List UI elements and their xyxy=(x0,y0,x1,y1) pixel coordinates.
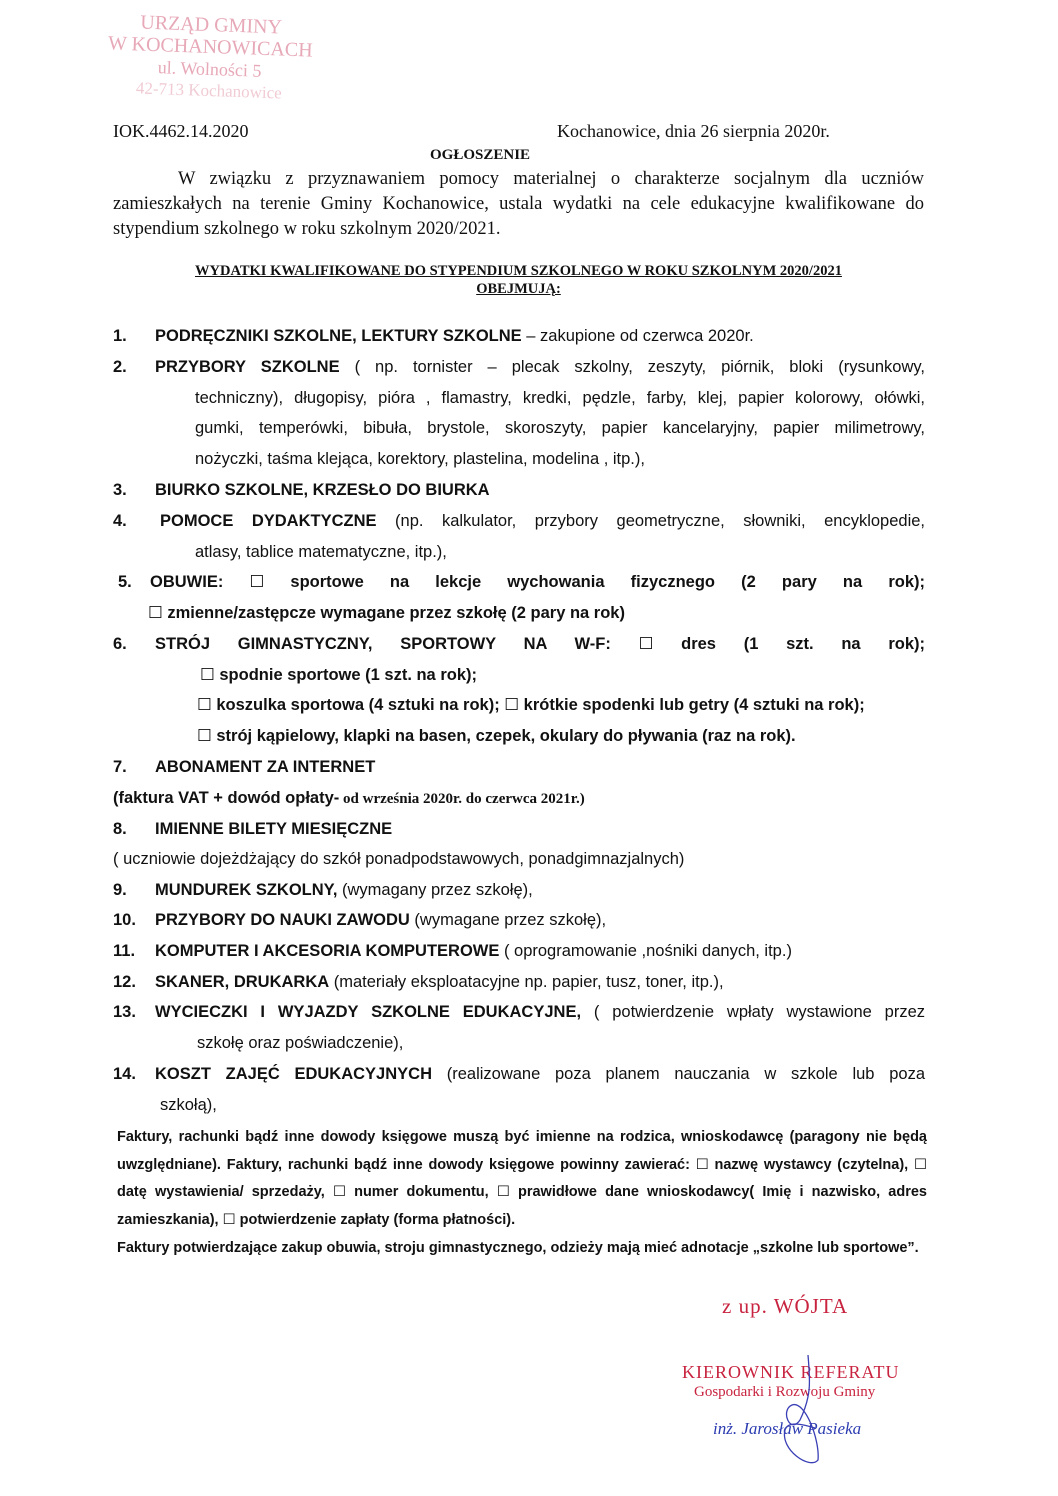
intro-paragraph: W związku z przyznawaniem pomocy materialnej o charakterze socjalnym dla uczniów zamieszkałych na terenie Gminy Kochanowice, ustala wydatki na cele edukacyjne kwalifikowane do stypendium szkolnego w roku szkolnym 2020/2021. xyxy=(113,169,924,239)
list-line xyxy=(155,1002,925,1022)
signatory-name: inż. Jarosław Pasieka xyxy=(713,1419,862,1438)
list-line xyxy=(148,603,925,623)
list-item-number: 1. xyxy=(113,327,127,345)
list-item-number: 10. xyxy=(113,911,136,929)
list-item-description: nożyczki, taśma klejąca, korektory, plastelina, modelina , itp.), xyxy=(195,450,645,468)
list-item-description: ( oprogramowanie ,nośniki danych, itp.) xyxy=(499,942,792,960)
list-item-number: 7. xyxy=(113,758,127,776)
list-item-title: KOSZT ZAJĘĆ EDUKACYJNYCH xyxy=(155,1065,432,1083)
list-item-description: atlasy, tablice matematyczne, itp.), xyxy=(195,543,447,561)
list-item-title: KOMPUTER I AKCESORIA KOMPUTEROWE xyxy=(155,942,500,960)
list-line xyxy=(197,726,925,746)
list-item-description: (np. kalkulator, przybory geometryczne, słowniki, encyklopedie, xyxy=(376,512,925,530)
authority-stamp: z up. WÓJTA xyxy=(722,1294,849,1318)
list-item-description: gumki, temperówki, bibuła, brystole, skoroszyty, papier kancelaryjny, papier milimetrowy, xyxy=(195,419,925,437)
list-item-description: szkołę oraz poświadczenie), xyxy=(197,1034,404,1052)
list-item-description: (wymagane przez szkołę), xyxy=(409,911,607,929)
list-item-title: ☐ koszulka sportowa (4 sztuki na rok); ☐ krótkie spodenki lub getry (4 sztuki na rok); xyxy=(197,696,865,714)
list-item-title: PRZYBORY SZKOLNE xyxy=(155,358,340,376)
list-item-title: PODRĘCZNIKI SZKOLNE, LEKTURY SZKOLNE xyxy=(155,327,522,345)
list-line xyxy=(200,665,925,685)
stamp-line: ul. Wolności 5 xyxy=(157,57,262,81)
list-item-title: ABONAMENT ZA INTERNET xyxy=(155,758,376,776)
list-line xyxy=(160,1095,925,1115)
list-item-title: POMOCE DYDAKTYCZNE xyxy=(160,512,377,530)
list-item-title: ☐ strój kąpielowy, klapki na basen, czepek, okulary do pływania (raz na rok). xyxy=(197,727,796,745)
list-item-description: – zakupione od czerwca 2020r. xyxy=(521,327,754,345)
list-line xyxy=(195,542,925,562)
list-item-title: BIURKO SZKOLNE, KRZESŁO DO BIURKA xyxy=(155,481,490,499)
list-line xyxy=(150,572,925,592)
list-line xyxy=(160,511,925,531)
list-line xyxy=(113,788,925,809)
list-line xyxy=(197,695,925,715)
section-heading xyxy=(113,262,924,298)
list-item-description: ( uczniowie dojeżdżający do szkół ponadpodstawowych, ponadgimnazjalnych) xyxy=(113,850,685,868)
list-item-number: 12. xyxy=(113,973,136,991)
list-line xyxy=(195,449,925,469)
list-item-title: OBUWIE: ☐ sportowe na lekcje wychowania fizycznego (2 pary na rok); xyxy=(150,573,925,591)
stamp-line: 42-713 Kochanowice xyxy=(135,78,283,103)
list-line xyxy=(155,326,925,346)
list-item-number: 3. xyxy=(113,481,127,499)
handwritten-signature xyxy=(760,1350,840,1470)
footer-invoice-requirements: Faktury, rachunki bądź inne dowody księgowe muszą być imienne na rodzica, wnioskodawcę (paragony nie będą uwzględniane). Faktury, rachunki bądź inne dowody księgowe powinny zawierać: ☐ nazwę wystawcy (czytelna), ☐ datę wystawienia/ sprzedaży, ☐ numer dokumentu, ☐ prawidłowe dane wnioskodawcy( Imię i nazwisko, adres zamieszkania), ☐ potwierdzenie zapłaty (forma płatności). xyxy=(117,1129,927,1228)
reference-number: IOK.4462.14.2020 xyxy=(113,121,249,141)
list-item-number: 8. xyxy=(113,820,127,838)
list-item-title: SKANER, DRUKARKA xyxy=(155,973,330,991)
list-item-title: STRÓJ GIMNASTYCZNY, SPORTOWY NA W-F: ☐ dres (1 szt. na rok); xyxy=(155,635,925,653)
section-heading-line: WYDATKI KWALIFIKOWANE DO STYPENDIUM SZKOLNEGO W ROKU SZKOLNYM 2020/2021 xyxy=(195,263,842,279)
list-line xyxy=(195,418,925,438)
list-item-title: ☐ spodnie sportowe (1 szt. na rok); xyxy=(200,666,477,684)
office-stamp xyxy=(94,10,327,106)
list-line xyxy=(155,757,925,777)
section-heading-line: OBEJMUJĄ: xyxy=(476,281,561,297)
list-item-description: ( potwierdzenie wpłaty wystawione przez xyxy=(581,1003,925,1021)
list-line xyxy=(155,972,925,992)
list-line xyxy=(197,1033,925,1053)
list-item-number: 9. xyxy=(113,881,127,899)
list-line xyxy=(195,388,925,408)
list-item-title: PRZYBORY DO NAUKI ZAWODU xyxy=(155,911,410,929)
list-line xyxy=(155,1064,925,1084)
list-item-title: ☐ zmienne/zastępcze wymagane przez szkołę (2 pary na rok) xyxy=(148,604,625,622)
list-item-description: (realizowane poza planem nauczania w szkole lub poza xyxy=(432,1065,925,1083)
list-item-title: WYCIECZKI I WYJAZDY SZKOLNE EDUKACYJNE, xyxy=(155,1003,582,1021)
list-item-title: (faktura VAT + dowód opłaty- xyxy=(113,789,340,807)
list-item-number: 13. xyxy=(113,1003,136,1021)
position-stamp: KIEROWNIK REFERATU xyxy=(682,1362,900,1382)
list-item-description: szkołą), xyxy=(160,1096,217,1114)
stamp-line: W KOCHANOWICACH xyxy=(107,32,314,62)
list-item-number: 6. xyxy=(113,635,127,653)
list-item-description: od września 2020r. do czerwca 2021r.) xyxy=(339,791,585,807)
list-item-description: techniczny), długopisy, pióra , flamastry, kredki, pędzle, farby, klej, papier kolorowy, ołówki, xyxy=(195,389,925,407)
department-stamp: Gospodarki i Rozwoju Gminy xyxy=(694,1384,876,1400)
list-item-number: 5. xyxy=(118,573,132,591)
document-title: OGŁOSZENIE xyxy=(430,147,531,163)
list-line xyxy=(113,849,925,869)
list-line xyxy=(155,634,925,654)
list-item-description: ( np. tornister – plecak szkolny, zeszyty, piórnik, bloki (rysunkowy, xyxy=(339,358,926,376)
list-item-description: (materiały eksploatacyjne np. papier, tusz, toner, itp.), xyxy=(329,973,724,991)
list-line xyxy=(155,357,925,377)
list-line xyxy=(155,880,925,900)
list-item-title: IMIENNE BILETY MIESIĘCZNE xyxy=(155,820,393,838)
list-line xyxy=(155,480,925,500)
list-item-number: 11. xyxy=(113,942,136,960)
list-item-description: (wymagany przez szkołę), xyxy=(337,881,533,899)
list-line xyxy=(155,941,925,961)
list-item-title: MUNDUREK SZKOLNY, xyxy=(155,881,338,899)
list-item-number: 2. xyxy=(113,358,127,376)
list-item-number: 14. xyxy=(113,1065,136,1083)
footer-annotation-note: Faktury potwierdzające zakup obuwia, stroju gimnastycznego, odzieży mają mieć adnotacje „szkolne lub sportowe”. xyxy=(117,1240,919,1256)
stamp-line: URZĄD GMINY xyxy=(139,11,283,39)
list-item-number: 4. xyxy=(113,512,127,530)
place-date: Kochanowice, dnia 26 sierpnia 2020r. xyxy=(557,121,830,141)
list-line xyxy=(155,910,925,930)
list-line xyxy=(155,819,925,839)
